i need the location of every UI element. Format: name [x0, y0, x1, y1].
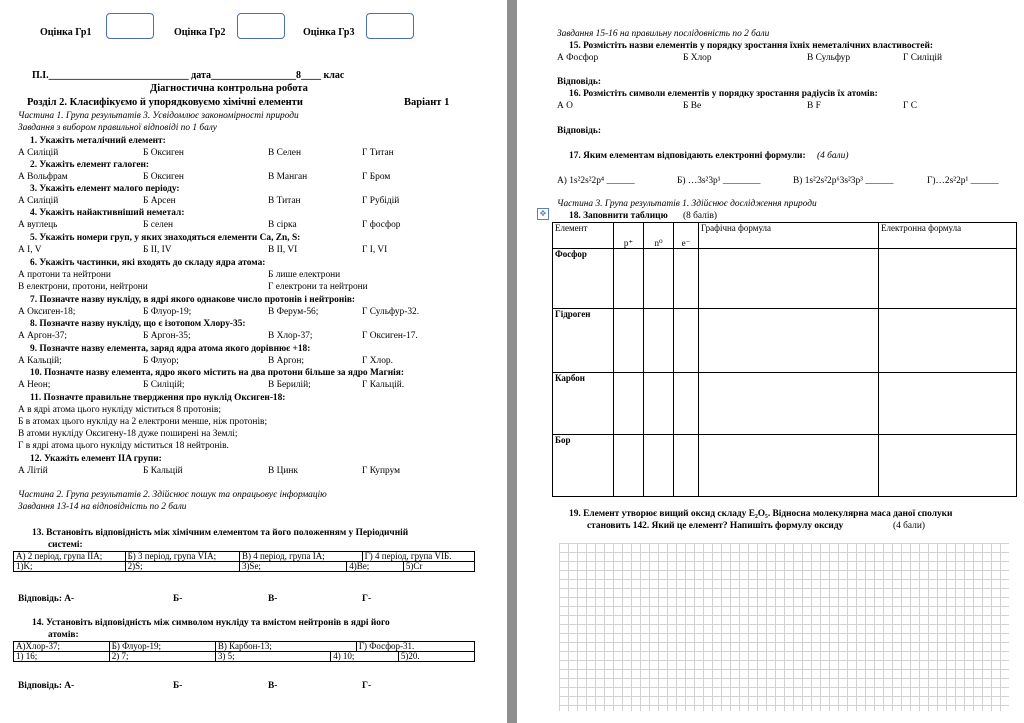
page-gap: [507, 0, 517, 723]
q18-points: (8 балів): [683, 211, 717, 221]
q19-text-1: 19. Елемент утворює вищий оксид складу E₂O₅. Відносна молекулярна маса даної сполуки: [569, 509, 953, 519]
q16-b: Б Be: [683, 101, 702, 111]
q1-b: Б Оксиген: [143, 148, 184, 158]
q4-a: А вуглець: [18, 220, 58, 230]
q17-b: Б) …3s²3p¹ ________: [677, 176, 761, 186]
q5-text: 5. Укажіть номери груп, у яких знаходяться елементи Ca, Zn, S:: [30, 233, 301, 243]
q18-cell[interactable]: [614, 435, 644, 497]
q18-row-hydrogen: Гідроген: [553, 309, 614, 373]
q3-b: Б Арсен: [143, 196, 176, 206]
q16-text: 16. Розмістіть символи елементів у порядку зростання радіусів їх атомів:: [569, 89, 878, 99]
q18-cell[interactable]: [614, 249, 644, 309]
q13-opt-v: В) 4 період, група IA;: [239, 552, 362, 562]
part3-heading: Частина 3. Група результатів 1. Здійснює дослідження природи: [557, 199, 817, 209]
q18-cell[interactable]: [699, 373, 879, 435]
q16-answer: Відповідь:: [557, 126, 601, 136]
q14-opt-v: В) Карбон-13;: [215, 642, 356, 652]
q12-v: В Цинк: [268, 466, 298, 476]
q18-cell[interactable]: [674, 249, 699, 309]
grade-box-2[interactable]: [237, 13, 285, 39]
q14-num-3: 3) 5;: [215, 652, 330, 662]
q5-a: А I, V: [18, 245, 42, 255]
q14-answer-label: Відповідь: А-: [18, 681, 75, 691]
q2-b: Б Оксиген: [143, 172, 184, 182]
q8-v: В Хлор-37;: [268, 331, 313, 341]
q6-v: В електрони, протони, нейтрони: [18, 282, 148, 292]
q2-a: А Вольфрам: [18, 172, 68, 182]
q18-row-phosphorus: Фосфор: [553, 249, 614, 309]
q14-opt-b: Б) Флуор-19;: [109, 642, 215, 652]
q10-a: А Неон;: [18, 380, 51, 390]
q5-v: В II, VI: [268, 245, 298, 255]
q17-a: А) 1s²2s²2p⁴ ______: [557, 176, 635, 186]
q11-v: В атоми нукліду Оксигену-18 дуже поширені на Землі;: [18, 429, 238, 439]
task2-intro: Завдання 13-14 на відповідність по 2 бали: [18, 502, 187, 512]
q13-opt-g: Г) 4 період, група VIБ.: [362, 552, 474, 562]
q18-cell[interactable]: [879, 373, 1017, 435]
q1-a: А Силіцій: [18, 148, 59, 158]
q19-points: (4 бали): [893, 521, 925, 531]
q2-v: В Манган: [268, 172, 308, 182]
q18-cell[interactable]: [644, 309, 674, 373]
q1-text: 1. Укажіть металічний елемент:: [30, 136, 166, 146]
q7-g: Г Сульфур-32.: [362, 307, 420, 317]
part2-heading: Частина 2. Група результатів 2. Здійснює пошук та опрацьовує інформацію: [18, 490, 327, 500]
q18-header-e: e⁻: [674, 223, 699, 249]
q14-text-1: 14. Установіть відповідність між символом нукліду та вмістом нейтронів в ядрі його: [32, 618, 390, 628]
q18-cell[interactable]: [879, 249, 1017, 309]
q3-g: Г Рубідій: [362, 196, 400, 206]
q16-v: В F: [807, 101, 821, 111]
q12-g: Г Купрум: [362, 466, 401, 476]
q11-text: 11. Позначте правильне твердження про нуклід Оксиген-18:: [30, 393, 286, 403]
q18-cell[interactable]: [674, 373, 699, 435]
q13-text-2: системі:: [48, 540, 83, 550]
q12-a: А Літій: [18, 466, 48, 476]
q2-text: 2. Укажіть елемент галоген:: [30, 160, 150, 170]
q18-row-carbon: Карбон: [553, 373, 614, 435]
q8-g: Г Оксиген-17.: [362, 331, 418, 341]
task15-intro: Завдання 15-16 на правильну послідовність по 2 бали: [557, 29, 770, 39]
q14-answer-v: В-: [268, 681, 278, 691]
q18-cell[interactable]: [674, 435, 699, 497]
q14-opt-a: А)Хлор-37;: [14, 642, 110, 652]
answer-grid[interactable]: [559, 543, 1009, 711]
q13-answer-b: Б-: [173, 594, 183, 604]
q3-text: 3. Укажіть елемент малого періоду:: [30, 184, 180, 194]
student-line: П.І.____________________________ дата_________________8____ клас: [32, 70, 345, 81]
q17-g: Г)…2s²2p¹ ______: [927, 176, 999, 186]
q6-text: 6. Укажіть частинки, які входять до складу ядра атома:: [30, 258, 266, 268]
q9-b: Б Флуор;: [143, 356, 179, 366]
q11-g: Г в ядрі атома цього нукліду міститься 18 нейтронів.: [18, 441, 229, 451]
q10-b: Б Силіцій;: [143, 380, 185, 390]
q8-a: А Аргон-37;: [18, 331, 67, 341]
grade-label-3: Оцінка Гр3: [303, 27, 355, 38]
q11-a: А в ядрі атома цього нукліду міститься 8 протонів;: [18, 405, 221, 415]
q6-b: Б лише електрони: [268, 270, 341, 280]
q9-text: 9. Позначте назву елемента, заряд ядра атома якого дорівнює +18:: [30, 344, 311, 354]
q15-v: В Сульфур: [807, 53, 851, 63]
q13-opt-a: А) 2 період, група IIA;: [14, 552, 126, 562]
grade-label-2: Оцінка Гр2: [174, 27, 226, 38]
section-title: Розділ 2. Класифікуємо й упорядковуємо хімічні елементи: [27, 97, 303, 108]
q13-opt-b: Б) 3 період, група VIA;: [125, 552, 239, 562]
q1-g: Г Титан: [362, 148, 394, 158]
q15-text: 15. Розмістіть назви елементів у порядку зростання їхніх неметалічних властивостей:: [569, 41, 933, 51]
q9-v: В Аргон;: [268, 356, 304, 366]
grade-label-1: Оцінка Гр1: [40, 27, 92, 38]
q7-v: В Ферум-56;: [268, 307, 319, 317]
q14-num-2: 2) 7;: [109, 652, 215, 662]
q13-num-2: 2)S;: [125, 562, 239, 572]
q16-a: А O: [557, 101, 573, 111]
q4-text: 4. Укажіть найактивніший неметал:: [30, 208, 185, 218]
q13-num-5: 5)Cr: [403, 562, 474, 572]
q13-num-1: 1)K;: [14, 562, 126, 572]
q17-v: В) 1s²2s²2p⁶3s²3p³ ______: [793, 176, 894, 186]
q14-table: [13, 641, 475, 662]
q18-cell[interactable]: [614, 309, 644, 373]
q13-answer-label: Відповідь: А-: [18, 594, 75, 604]
q18-header-graphic: Графічна формула: [699, 223, 879, 249]
q15-a: А Фосфор: [557, 53, 599, 63]
q18-cell[interactable]: [879, 435, 1017, 497]
q18-cell[interactable]: [699, 435, 879, 497]
q18-header-element: Елемент: [553, 223, 614, 249]
q8-text: 8. Позначте назву нукліду, що є ізотопом Хлору-35:: [30, 319, 246, 329]
q12-b: Б Кальцій: [143, 466, 183, 476]
q6-g: Г електрони та нейтрони: [268, 282, 368, 292]
q18-table: [552, 222, 1017, 497]
q15-g: Г Силіцій: [903, 53, 942, 63]
q10-text: 10. Позначте назву елемента, ядро якого містить на два протони більше за ядро Магнія:: [30, 368, 404, 378]
q1-v: В Селен: [268, 148, 301, 158]
q18-cell[interactable]: [644, 249, 674, 309]
q14-opt-g: Г) Фосфор-31.: [356, 642, 474, 652]
q4-g: Г фосфор: [362, 220, 401, 230]
q4-b: Б селен: [143, 220, 174, 230]
q5-b: Б II, IV: [143, 245, 172, 255]
q18-text: 18. Заповнити таблицю: [569, 211, 668, 221]
q19-text-2: становить 142. Який це елемент? Напишіть формулу оксиду: [587, 521, 844, 531]
q9-a: А Кальцій;: [18, 356, 62, 366]
q5-g: Г I, VI: [362, 245, 388, 255]
q10-g: Г Кальцій.: [362, 380, 405, 390]
q18-header-p: p⁺: [614, 223, 644, 249]
q13-answer-g: Г-: [362, 594, 372, 604]
q18-header-n: n⁰: [644, 223, 674, 249]
page-title: Діагностична контрольна робота: [150, 83, 308, 94]
q18-cell[interactable]: [644, 373, 674, 435]
grade-box-1[interactable]: [106, 13, 154, 39]
q11-b: Б в атомах цього нукліду на 2 електрони менше, ніж протонів;: [18, 417, 268, 427]
q9-g: Г Хлор.: [362, 356, 393, 366]
q18-header-electron: Електронна формула: [879, 223, 1017, 249]
q18-cell[interactable]: [699, 249, 879, 309]
q7-a: А Оксиген-18;: [18, 307, 76, 317]
q4-v: В сірка: [268, 220, 297, 230]
q13-num-3: 3)Se;: [239, 562, 346, 572]
q14-answer-b: Б-: [173, 681, 183, 691]
q17-text: 17. Яким елементам відповідають електронні формули:: [569, 151, 806, 161]
q13-table: [13, 551, 475, 572]
q14-num-1: 1) 16;: [14, 652, 110, 662]
q3-a: А Силіцій: [18, 196, 59, 206]
q14-num-5: 5)20.: [398, 652, 474, 662]
page-right: [517, 0, 1024, 723]
q18-cell[interactable]: [614, 373, 644, 435]
q18-cell[interactable]: [644, 435, 674, 497]
q6-a: А протони та нейтрони: [18, 270, 111, 280]
q12-text: 12. Укажіть елемент IIA групи:: [30, 454, 162, 464]
q8-b: Б Аргон-35;: [143, 331, 191, 341]
q15-answer: Відповідь:: [557, 77, 601, 87]
q7-b: Б Флуор-19;: [143, 307, 192, 317]
task-intro: Завдання з вибором правильної відповіді по 1 балу: [18, 123, 217, 133]
grade-box-3[interactable]: [366, 13, 414, 39]
q2-g: Г Бром: [362, 172, 391, 182]
q14-num-4: 4) 10;: [331, 652, 399, 662]
q18-cell[interactable]: [879, 309, 1017, 373]
part1-heading: Частина 1. Група результатів 3. Усвідомлює закономірності природи: [18, 111, 299, 121]
q13-answer-v: В-: [268, 594, 278, 604]
table-move-icon[interactable]: ✥: [537, 208, 549, 220]
q18-cell[interactable]: [699, 309, 879, 373]
q10-v: В Берилій;: [268, 380, 311, 390]
q16-g: Г C: [903, 101, 918, 111]
q17-points: (4 бали): [817, 151, 849, 161]
q14-text-2: атомів:: [48, 630, 79, 640]
variant-label: Варіант 1: [404, 97, 450, 108]
q18-cell[interactable]: [674, 309, 699, 373]
q15-b: Б Хлор: [683, 53, 712, 63]
q18-row-boron: Бор: [553, 435, 614, 497]
q14-answer-g: Г-: [362, 681, 372, 691]
q3-v: В Титан: [268, 196, 301, 206]
q13-num-4: 4)Be;: [347, 562, 404, 572]
page-left: [0, 0, 507, 723]
q7-text: 7. Позначте назву нукліду, в ядрі якого однакове число протонів і нейтронів:: [30, 295, 356, 305]
q13-text-1: 13. Встановіть відповідність між хімічним елементом та його положенням у Періодичній: [32, 528, 409, 538]
